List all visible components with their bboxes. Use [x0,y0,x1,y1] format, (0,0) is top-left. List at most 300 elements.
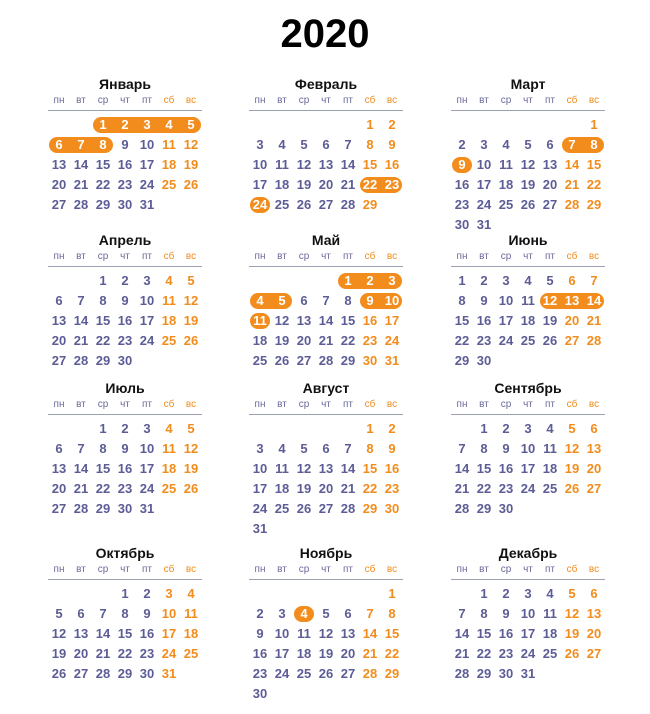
calendar-day: 18 [274,177,290,192]
calendar-day: 25 [274,197,290,212]
calendar-day: 16 [476,313,492,328]
calendar-day: 20 [51,177,67,192]
calendar-day: 9 [480,293,488,308]
calendar-day: 30 [454,217,470,232]
calendar-day: 9 [121,137,129,152]
calendar-day: 25 [498,197,514,212]
calendar-day: 21 [73,177,89,192]
calendar-day: 21 [340,177,356,192]
calendar-day: 5 [187,421,195,436]
calendar-day: 31 [252,521,268,536]
weekday-label: чт [120,251,130,262]
calendar-day: 29 [340,353,356,368]
day-grid [48,271,202,371]
month-block [48,545,202,684]
calendar-day: 15 [117,626,133,641]
calendar-day: 9 [388,441,396,456]
calendar-day: 12 [183,441,199,456]
calendar-day: 20 [296,333,312,348]
calendar-day: 8 [99,441,107,456]
calendar-day: 22 [384,646,400,661]
calendar-day: 2 [143,586,151,601]
weekday-label: ср [298,95,310,106]
calendar-day: 19 [51,646,67,661]
calendar-day: 21 [454,481,470,496]
calendar-day: 6 [322,441,330,456]
calendar-day: 8 [344,293,352,308]
calendar-day: 15 [384,626,400,641]
day-grid [249,584,403,704]
calendar-day: 24 [274,666,290,681]
calendar-day: 19 [520,177,536,192]
calendar-day: 28 [454,501,470,516]
calendar-day: 1 [344,273,352,288]
month-block [451,380,605,519]
calendar-day: 9 [121,441,129,456]
weekday-label: вс [588,251,600,262]
weekday-label: пн [254,399,266,410]
calendar-day: 12 [564,441,580,456]
calendar-day: 18 [161,313,177,328]
calendar-day: 13 [318,461,334,476]
weekday-label: вт [479,399,489,410]
calendar-day: 7 [99,606,107,621]
calendar-day: 4 [165,421,173,436]
calendar-day: 10 [161,606,177,621]
calendar-day: 7 [77,441,85,456]
calendar-day: 16 [117,313,133,328]
calendar-day: 11 [162,441,176,456]
calendar-day: 27 [73,666,89,681]
calendar-day: 29 [384,666,400,681]
calendar-day: 28 [318,353,334,368]
calendar-day: 21 [454,646,470,661]
calendar-day: 14 [318,313,334,328]
month-block [48,380,202,519]
weekday-header [249,94,403,111]
weekday-label: вт [479,95,489,106]
calendar-day: 3 [524,421,532,436]
month-name: Октябрь [95,545,155,561]
weekday-label: пн [254,95,266,106]
calendar-day: 17 [252,481,268,496]
calendar-day: 31 [139,501,155,516]
calendar-day: 20 [318,177,334,192]
calendar-day: 25 [161,333,177,348]
calendar-day: 6 [344,606,352,621]
month-name: Декабрь [498,545,558,561]
calendar-day: 14 [73,313,89,328]
calendar-day: 14 [340,157,356,172]
calendar-day: 23 [384,481,400,496]
weekday-label: пт [142,95,152,106]
calendar-day: 18 [161,157,177,172]
calendar-day: 26 [318,666,334,681]
calendar-day: 8 [366,441,374,456]
calendar-day: 25 [274,501,290,516]
calendar-day: 1 [366,421,374,436]
weekday-label: пн [53,564,65,575]
calendar-day: 16 [117,157,133,172]
calendar-day: 23 [476,333,492,348]
weekday-label: вт [277,399,287,410]
calendar-day: 31 [520,666,536,681]
weekday-label: пт [343,399,353,410]
calendar-day: 2 [502,586,510,601]
weekday-label: сб [163,251,175,262]
calendar-day: 19 [564,461,580,476]
weekday-header [249,563,403,580]
day-grid [451,115,605,235]
weekday-header [451,398,605,415]
calendar-day: 15 [476,626,492,641]
calendar-day: 1 [99,117,107,132]
weekday-label: пт [545,251,555,262]
calendar-day: 18 [296,646,312,661]
weekday-label: сб [364,399,376,410]
calendar-day: 22 [362,177,378,192]
calendar-day: 28 [362,666,378,681]
calendar-day: 7 [458,606,466,621]
calendar-day: 18 [161,461,177,476]
weekday-label: чт [321,564,331,575]
calendar-day: 26 [183,481,199,496]
weekday-label: вт [277,95,287,106]
weekday-label: чт [523,564,533,575]
calendar-day: 16 [362,313,378,328]
calendar-day: 14 [73,157,89,172]
calendar-day: 30 [252,686,268,701]
calendar-day: 18 [183,626,199,641]
calendar-day: 5 [278,293,286,308]
calendar-day: 26 [542,333,558,348]
month-name: Август [302,380,350,396]
weekday-label: чт [321,95,331,106]
calendar-day: 23 [454,197,470,212]
calendar-day: 28 [73,501,89,516]
calendar-day: 4 [278,137,286,152]
calendar-day: 12 [318,626,334,641]
weekday-header [249,250,403,267]
calendar-day: 26 [564,481,580,496]
calendar-day: 16 [498,626,514,641]
calendar-day: 12 [183,293,199,308]
month-name: Январь [99,76,151,92]
calendar-day: 31 [476,217,492,232]
calendar-day: 20 [51,481,67,496]
calendar-day: 5 [187,117,195,132]
calendar-day: 16 [384,157,400,172]
month-block [451,545,605,684]
weekday-label: чт [523,251,533,262]
calendar-day: 1 [99,421,107,436]
calendar-day: 27 [51,353,67,368]
calendar-day: 11 [275,461,289,476]
month-block [451,76,605,235]
calendar-day: 24 [520,646,536,661]
calendar-day: 22 [95,333,111,348]
weekday-label: вс [588,564,600,575]
calendar-day: 5 [187,273,195,288]
calendar-day: 23 [384,177,400,192]
calendar-day: 21 [362,646,378,661]
calendar-day: 29 [454,353,470,368]
calendar-day: 10 [520,441,536,456]
calendar-day: 3 [480,137,488,152]
calendar-day: 17 [384,313,400,328]
calendar-day: 30 [117,501,133,516]
calendar-day: 13 [51,313,67,328]
calendar-day: 26 [274,353,290,368]
calendar-day: 14 [454,626,470,641]
calendar-day: 17 [274,646,290,661]
calendar-day: 4 [524,273,532,288]
calendar-day: 21 [73,333,89,348]
calendar-day: 8 [480,606,488,621]
calendar-day: 25 [183,646,199,661]
month-block [249,232,403,371]
calendar-day: 13 [340,626,356,641]
month-block [48,232,202,371]
calendar-day: 31 [384,353,400,368]
calendar-day: 3 [524,586,532,601]
calendar-day: 28 [564,197,580,212]
calendar-day: 13 [51,157,67,172]
calendar-day: 19 [183,313,199,328]
calendar-day: 16 [139,626,155,641]
calendar-day: 15 [362,461,378,476]
calendar-day: 14 [564,157,580,172]
weekday-label: вс [386,95,398,106]
calendar-day: 12 [274,313,290,328]
calendar-day: 3 [278,606,286,621]
weekday-label: пн [456,95,468,106]
calendar-day: 16 [252,646,268,661]
day-grid [48,419,202,519]
weekday-label: пн [53,95,65,106]
calendar-day: 18 [520,313,536,328]
calendar-day: 15 [340,313,356,328]
calendar-day: 1 [480,421,488,436]
calendar-day: 21 [318,333,334,348]
weekday-label: ср [298,399,310,410]
weekday-label: сб [566,564,578,575]
calendar-day: 6 [590,586,598,601]
calendar-day: 23 [139,646,155,661]
month-block [451,232,605,371]
weekday-label: вс [386,251,398,262]
calendar-day: 24 [161,646,177,661]
weekday-label: ср [97,564,109,575]
calendar-day: 23 [498,481,514,496]
calendar-day: 29 [476,666,492,681]
calendar-day: 11 [275,157,289,172]
calendar-day: 31 [161,666,177,681]
calendar-day: 27 [318,501,334,516]
calendar-day: 11 [521,293,535,308]
weekday-label: пт [343,251,353,262]
calendar-day: 7 [344,441,352,456]
calendar-day: 17 [139,313,155,328]
weekday-label: ср [97,95,109,106]
calendar-day: 11 [253,313,267,328]
calendar-day: 4 [278,441,286,456]
calendar-day: 22 [362,481,378,496]
calendar-day: 2 [388,421,396,436]
calendar-day: 3 [165,586,173,601]
weekday-label: пт [545,564,555,575]
calendar-day: 26 [183,177,199,192]
calendar-day: 16 [454,177,470,192]
calendar-day: 13 [318,157,334,172]
calendar-day: 10 [520,606,536,621]
weekday-label: вт [76,399,86,410]
calendar-day: 22 [586,177,602,192]
weekday-label: чт [523,399,533,410]
calendar-day: 24 [384,333,400,348]
weekday-label: пн [254,564,266,575]
day-grid [451,271,605,371]
calendar-day: 29 [95,197,111,212]
weekday-label: чт [120,95,130,106]
weekday-label: ср [298,251,310,262]
month-block [249,76,403,215]
calendar-day: 20 [51,333,67,348]
month-name: Июль [105,380,145,396]
calendar-day: 10 [139,293,155,308]
calendar-day: 4 [546,421,554,436]
day-grid [249,419,403,539]
calendar-day: 12 [296,461,312,476]
calendar-day: 19 [296,177,312,192]
calendar-day: 20 [564,313,580,328]
calendar-day: 30 [498,501,514,516]
calendar-day: 28 [340,197,356,212]
weekday-label: ср [298,564,310,575]
calendar-day: 27 [586,646,602,661]
calendar-day: 26 [564,646,580,661]
calendar-day: 11 [162,137,176,152]
calendar-day: 29 [117,666,133,681]
calendar-day: 19 [183,461,199,476]
calendar-day: 13 [296,313,312,328]
calendar-day: 27 [51,501,67,516]
calendar-day: 10 [252,461,268,476]
calendar-day: 5 [55,606,63,621]
calendar-day: 28 [586,333,602,348]
calendar-day: 10 [252,157,268,172]
weekday-header [48,94,202,111]
calendar-day: 3 [388,273,396,288]
month-name: Сентябрь [494,380,562,396]
weekday-label: ср [500,399,512,410]
calendar-day: 19 [542,313,558,328]
calendar-day: 7 [344,137,352,152]
calendar-day: 6 [55,293,63,308]
calendar-day: 21 [564,177,580,192]
calendar-day: 8 [458,293,466,308]
calendar-day: 22 [340,333,356,348]
calendar-day: 1 [366,117,374,132]
calendar-day: 4 [546,586,554,601]
weekday-label: сб [364,251,376,262]
weekday-label: пт [545,399,555,410]
calendar-day: 22 [454,333,470,348]
calendar-day: 23 [117,333,133,348]
calendar-day: 7 [77,293,85,308]
month-name: Апрель [98,232,152,248]
calendar-day: 5 [546,273,554,288]
calendar-day: 8 [99,293,107,308]
calendar-day: 7 [77,137,85,152]
calendar-day: 14 [340,461,356,476]
calendar-day: 13 [51,461,67,476]
calendar-day: 27 [586,481,602,496]
calendar-day: 23 [117,481,133,496]
calendar-day: 6 [568,273,576,288]
calendar-day: 1 [388,586,396,601]
weekday-header [451,563,605,580]
calendar-day: 20 [340,646,356,661]
day-grid [451,419,605,519]
calendar-day: 2 [366,273,374,288]
calendar-day: 25 [161,177,177,192]
calendar-day: 22 [95,481,111,496]
weekday-label: вс [185,251,197,262]
calendar-day: 17 [252,177,268,192]
weekday-label: вс [185,399,197,410]
calendar-day: 8 [388,606,396,621]
calendar-day: 30 [362,353,378,368]
calendar-day: 17 [520,461,536,476]
weekday-label: сб [566,251,578,262]
calendar-day: 25 [520,333,536,348]
calendar-day: 7 [458,441,466,456]
calendar-day: 26 [296,501,312,516]
weekday-label: ср [500,95,512,106]
weekday-label: чт [321,399,331,410]
day-grid [451,584,605,684]
calendar-day: 27 [318,197,334,212]
calendar-day: 10 [139,137,155,152]
weekday-label: сб [566,95,578,106]
calendar-day: 23 [117,177,133,192]
weekday-label: пт [545,95,555,106]
calendar-day: 13 [564,293,580,308]
calendar-day: 25 [252,353,268,368]
day-grid [48,115,202,215]
weekday-label: чт [523,95,533,106]
calendar-day: 15 [95,157,111,172]
calendar-day: 9 [458,157,466,172]
calendar-day: 11 [297,626,311,641]
calendar-day: 5 [524,137,532,152]
calendar-day: 29 [362,501,378,516]
calendar-day: 25 [542,481,558,496]
calendar-year-title: 2020 [280,12,370,56]
calendar-day: 19 [296,481,312,496]
calendar-day: 26 [520,197,536,212]
calendar-day: 8 [480,441,488,456]
weekday-header [48,398,202,415]
calendar-day: 20 [73,646,89,661]
calendar-day: 2 [388,117,396,132]
calendar-day: 8 [99,137,107,152]
calendar-day: 18 [252,333,268,348]
calendar-day: 23 [498,646,514,661]
calendar-day: 29 [95,501,111,516]
calendar-day: 6 [322,137,330,152]
